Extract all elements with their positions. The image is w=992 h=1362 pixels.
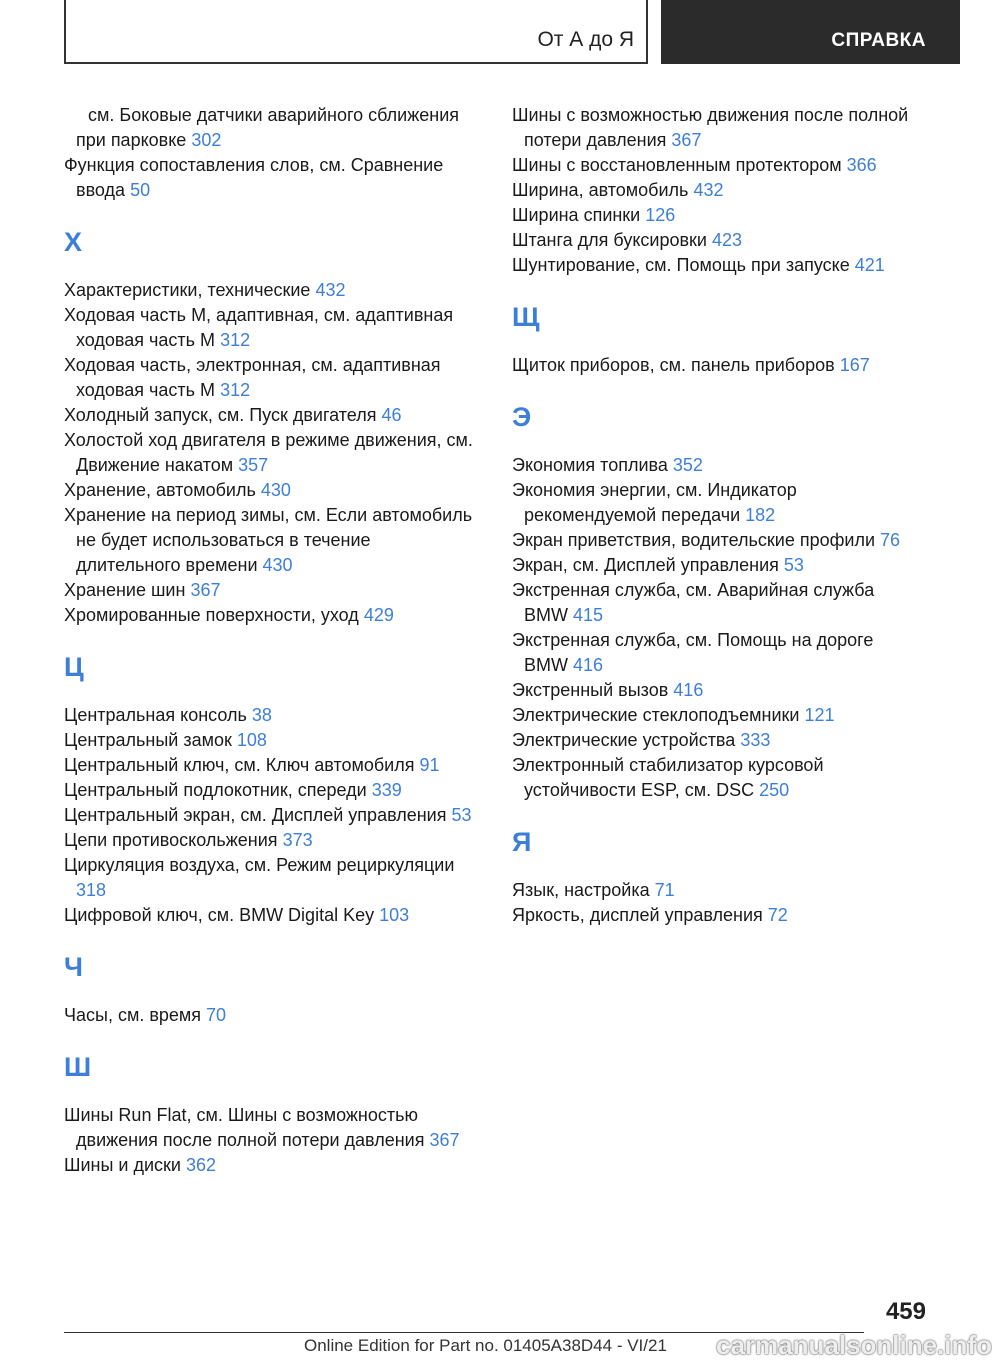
index-entry-page-link[interactable]: 339	[371, 780, 402, 800]
index-letter-heading: Ц	[64, 652, 84, 682]
index-entry-text: Ширина, автомобиль	[512, 180, 689, 200]
index-entry-text: Функция сопоставления слов, см. Сравнение ввода	[64, 155, 444, 200]
index-entry-text: Электрические стеклоподъемники	[512, 705, 800, 725]
index-entry-text: Экстренная служба, см. Аварийная служба BMW	[512, 580, 875, 625]
index-entry	[512, 353, 922, 378]
index-entry	[512, 528, 922, 553]
header-section-box	[64, 0, 648, 64]
index-letter-heading: Х	[64, 227, 83, 257]
index-letter-heading: Ч	[64, 952, 83, 982]
index-entry	[64, 303, 474, 353]
index-entry-text: Ходовая часть, электронная, см. адаптивная ходовая часть M	[64, 355, 441, 400]
index-entry-text: Центральная консоль	[64, 705, 247, 725]
index-entry-page-link[interactable]: 312	[220, 330, 251, 350]
header-section-title: От А до Я	[537, 28, 634, 51]
index-entry	[64, 728, 474, 753]
index-entry	[512, 553, 922, 578]
index-entry-text: Хромированные поверхности, уход	[64, 605, 359, 625]
index-entry-page-link[interactable]: 362	[186, 1155, 217, 1175]
index-entry-page-link[interactable]: 367	[429, 1130, 460, 1150]
index-entry-page-link[interactable]: 373	[282, 830, 313, 850]
index-entry	[512, 878, 922, 903]
index-entry-page-link[interactable]: 423	[712, 230, 743, 250]
index-entry-page-link[interactable]: 429	[363, 605, 394, 625]
index-entry	[64, 753, 474, 778]
index-entry-page-link[interactable]: 430	[262, 555, 293, 575]
index-entry	[64, 1103, 474, 1153]
index-entry-text: Хранение на период зимы, см. Если автомобиль не будет использоваться в течение длительного времени	[64, 505, 473, 575]
index-entry-text: см. Боковые датчики аварийного сближения при парковке	[76, 105, 460, 150]
index-entry-text: Язык, настройка	[512, 880, 650, 900]
index-entry	[64, 1003, 474, 1028]
index-entry-text: Шины с возможностью движения после полной потери давления	[512, 105, 909, 150]
header-chapter-title: СПРАВКА	[831, 30, 926, 51]
index-entry	[512, 728, 922, 753]
index-entry-page-link[interactable]: 250	[759, 780, 790, 800]
index-entry	[64, 903, 474, 928]
index-entry-text: Экстренный вызов	[512, 680, 669, 700]
index-entry	[512, 253, 922, 278]
index-entry	[512, 178, 922, 203]
footer-edition: Online Edition for Part no. 01405A38D44 - VI/21	[304, 1336, 667, 1355]
index-entry	[512, 153, 922, 178]
index-entry-page-link[interactable]: 366	[846, 155, 877, 175]
index-entry-page-link[interactable]: 302	[191, 130, 222, 150]
index-entry-page-link[interactable]: 46	[381, 405, 402, 425]
index-entry-page-link[interactable]: 38	[251, 705, 272, 725]
index-entry	[64, 153, 474, 203]
index-entry-text: Шины с восстановленным протектором	[512, 155, 842, 175]
index-entry-text: Экран приветствия, водительские профили	[512, 530, 876, 550]
index-entry-page-link[interactable]: 182	[745, 505, 776, 525]
index-letter-heading: Э	[512, 402, 532, 432]
index-entry-text: Экран, см. Дисплей управления	[512, 555, 779, 575]
index-entry	[64, 428, 474, 478]
index-entry-text: Холодный запуск, см. Пуск двигателя	[64, 405, 377, 425]
index-entry-page-link[interactable]: 121	[804, 705, 835, 725]
index-entry-page-link[interactable]: 432	[315, 280, 346, 300]
index-letter-heading: Щ	[512, 302, 540, 332]
index-entry	[512, 203, 922, 228]
index-entry	[512, 228, 922, 253]
index-entry	[64, 603, 474, 628]
index-entry-text: Цепи противоскольжения	[64, 830, 278, 850]
index-entry-page-link[interactable]: 50	[130, 180, 151, 200]
index-entry-page-link[interactable]: 352	[672, 455, 703, 475]
index-entry-page-link[interactable]: 415	[573, 605, 604, 625]
index-entry	[512, 628, 922, 678]
index-entry-text: Экстренная служба, см. Помощь на дороге BMW	[512, 630, 874, 675]
index-entry-page-link[interactable]: 72	[767, 905, 788, 925]
index-entry-text: Экономия энергии, см. Индикатор рекомендуемой передачи	[512, 480, 797, 525]
index-entry-page-link[interactable]: 318	[76, 880, 107, 900]
index-entry-text: Центральный экран, см. Дисплей управления	[64, 805, 447, 825]
index-entry	[64, 403, 474, 428]
index-entry-page-link[interactable]: 70	[206, 1005, 227, 1025]
index-entry	[64, 578, 474, 603]
index-entry-page-link[interactable]: 108	[236, 730, 267, 750]
index-entry-page-link[interactable]: 76	[880, 530, 901, 550]
index-entry	[512, 478, 922, 528]
index-entry-text: Центральный подлокотник, спереди	[64, 780, 367, 800]
index-entry	[512, 753, 922, 803]
index-entry-page-link[interactable]: 416	[673, 680, 704, 700]
index-entry-text: Цифровой ключ, см. BMW Digital Key	[64, 905, 375, 925]
index-entry-text: Центральный замок	[64, 730, 232, 750]
header-chapter-tab	[661, 0, 960, 64]
index-entry	[512, 578, 922, 628]
index-entry-page-link[interactable]: 53	[783, 555, 804, 575]
index-entry	[512, 903, 922, 928]
index-entry	[512, 678, 922, 703]
index-entry-page-link[interactable]: 432	[693, 180, 724, 200]
index-entry-page-link[interactable]: 167	[839, 355, 870, 375]
index-entry-text: Шины Run Flat, см. Шины с возможностью движения после полной потери давления	[64, 1105, 425, 1150]
page-number: 459	[885, 1298, 926, 1325]
index-entry	[64, 278, 474, 303]
index-entry	[64, 803, 474, 828]
index-entry-text: Ширина спинки	[512, 205, 641, 225]
index-entry-text: Шины и диски	[64, 1155, 181, 1175]
index-entry-text: Характеристики, технические	[64, 280, 311, 300]
index-entry	[512, 453, 922, 478]
index-entry	[64, 828, 474, 853]
index-letter-heading: Ш	[64, 1052, 92, 1082]
index-entry-page-link[interactable]: 421	[854, 255, 885, 275]
index-entry-page-link[interactable]: 71	[654, 880, 675, 900]
index-entry-page-link[interactable]: 333	[740, 730, 771, 750]
index-entry-page-link[interactable]: 430	[260, 480, 291, 500]
index-entry-page-link[interactable]: 91	[419, 755, 440, 775]
index-letter-heading: Я	[512, 827, 532, 857]
index-column-left	[64, 103, 474, 1178]
index-entry-page-link[interactable]: 103	[379, 905, 410, 925]
index-entry-text: Часы, см. время	[64, 1005, 202, 1025]
index-entry-text: Щиток приборов, см. панель приборов	[512, 355, 835, 375]
index-entry-page-link[interactable]: 367	[190, 580, 221, 600]
index-entry-text: Центральный ключ, см. Ключ автомобиля	[64, 755, 415, 775]
index-entry-text: Шунтирование, см. Помощь при запуске	[512, 255, 850, 275]
index-entry	[64, 778, 474, 803]
index-entry	[64, 478, 474, 503]
index-entry-page-link[interactable]: 367	[671, 130, 702, 150]
index-entry-text: Хранение, автомобиль	[64, 480, 256, 500]
index-entry-text: Хранение шин	[64, 580, 186, 600]
index-entry	[64, 503, 474, 578]
index-column-right	[512, 103, 922, 928]
index-entry	[512, 103, 922, 153]
index-entry-text: Циркуляция воздуха, см. Режим рециркуляции	[64, 855, 455, 875]
index-entry	[64, 353, 474, 403]
index-entry	[64, 853, 474, 903]
index-entry-text: Электрические устройства	[512, 730, 736, 750]
index-entry	[64, 703, 474, 728]
index-entry	[64, 103, 474, 153]
index-entry-text: Электронный стабилизатор курсовой устойчивости ESP, см. DSC	[512, 755, 824, 800]
index-entry-text: Холостой ход двигателя в режиме движения, см. Движение накатом	[64, 430, 473, 475]
index-entry-page-link[interactable]: 312	[220, 380, 251, 400]
index-entry-page-link[interactable]: 53	[451, 805, 472, 825]
index-entry-text: Экономия топлива	[512, 455, 668, 475]
index-entry-page-link[interactable]: 126	[645, 205, 676, 225]
watermark: carmanualsonline.info	[716, 1330, 992, 1360]
index-entry-text: Штанга для буксировки	[512, 230, 707, 250]
index-entry-text: Яркость, дисплей управления	[512, 905, 763, 925]
index-entry	[64, 1153, 474, 1178]
index-entry-page-link[interactable]: 357	[238, 455, 269, 475]
index-entry-page-link[interactable]: 416	[573, 655, 604, 675]
index-entry-text: Ходовая часть M, адаптивная, см. адаптивная ходовая часть M	[64, 305, 454, 350]
index-entry	[512, 703, 922, 728]
